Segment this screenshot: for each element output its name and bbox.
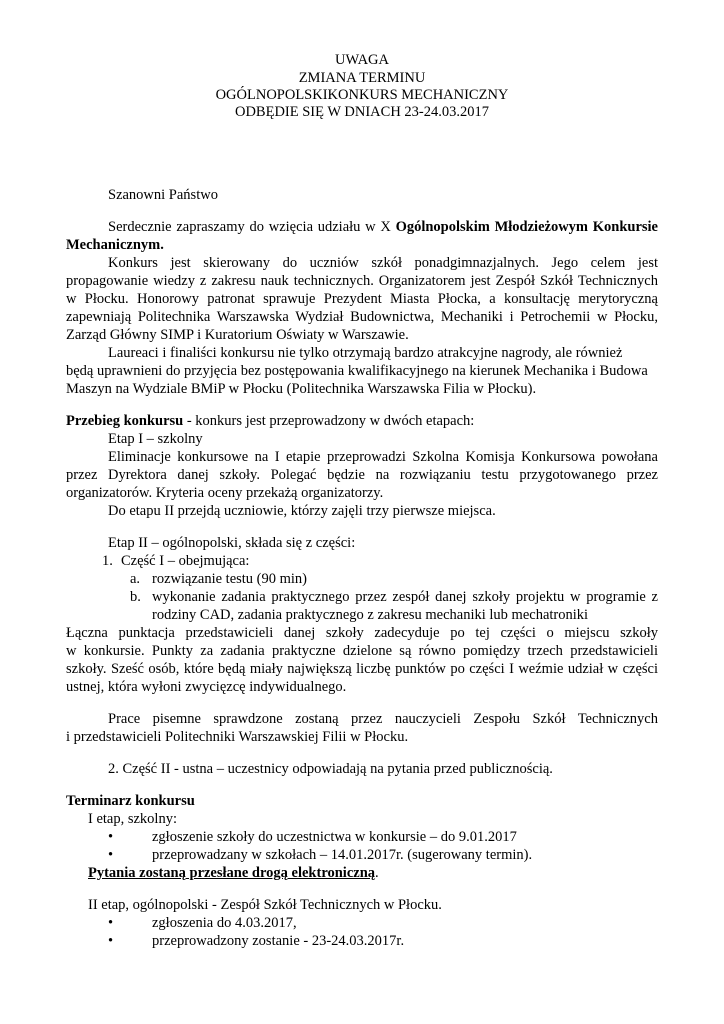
section-title-przebieg: Przebieg konkursu - konkurs jest przeprowadzony w dwóch etapach: — [66, 413, 475, 429]
header-notice: UWAGA — [335, 52, 389, 68]
paragraph-line: będą uprawnieni do przyjęcia bez postępowania kwalifikacyjnego na kierunek Mechanika i Budowa — [66, 363, 648, 379]
bullet: • — [108, 933, 114, 949]
paragraph-line: zapewniają Politechnika Warszawska Wydział Budownictwa, Mechaniki i Petrochemii w Płocku, — [66, 309, 658, 325]
list-item: rozwiązanie testu (90 min) — [152, 571, 308, 587]
section-title-terminarz: Terminarz konkursu — [66, 793, 195, 809]
paragraph-line: Eliminacje konkursowe na I etapie przeprowadzi Szkolna Komisja Konkursowa powołana — [108, 449, 658, 465]
part-2-label: 2. Część II - ustna – uczestnicy odpowiadają na pytania przed publicznością. — [108, 761, 553, 777]
paragraph-line: Maszyn na Wydziale BMiP w Płocku (Politechnika Warszawska Filia w Płocku). — [66, 381, 537, 397]
schedule-item: zgłoszenie szkoły do uczestnictwa w konkursie – do 9.01.2017 — [152, 829, 517, 845]
stage-2-heading: Etap II – ogólnopolski, składa się z części: — [108, 535, 356, 551]
paragraph-line: Laureaci i finaliści konkursu nie tylko otrzymają bardzo atrakcyjne nagrody, ale również — [108, 345, 623, 361]
paragraph-line: propagowanie wiedzy z zakresu nauk technicznych. Organizatorem jest Zespół Szkół Technicznych — [66, 273, 658, 289]
list-letter: b. — [130, 589, 141, 605]
electronic-notice: Pytania zostaną przesłane drogą elektroniczną. — [88, 865, 379, 881]
list-letter: a. — [130, 571, 141, 587]
stage-1-heading: Etap I – szkolny — [108, 431, 203, 447]
schedule-item: zgłoszenia do 4.03.2017, — [152, 915, 297, 931]
intro-line: Serdecznie zapraszamy do wzięcia udziału w X Ogólnopolskim Młodzieżowym Konkursie — [108, 219, 658, 235]
stage-1-schedule: I etap, szkolny: — [88, 811, 177, 827]
paragraph-line: Do etapu II przejdą uczniowie, którzy zajęli trzy pierwsze miejsca. — [108, 503, 496, 519]
contest-name-bold-end: Mechanicznym. — [66, 237, 164, 253]
paragraph-line: Zarząd Główny SIMP i Kuratorium Oświaty w Warszawie. — [66, 327, 409, 343]
salutation: Szanowni Państwo — [108, 187, 218, 203]
paragraph-line: Konkurs jest skierowany do uczniów szkół ponadgimnazjalnych. Jego celem jest — [108, 255, 658, 271]
stage-2-schedule: II etap, ogólnopolski - Zespół Szkół Technicznych w Płocku. — [88, 897, 442, 913]
paragraph-line: i przedstawicieli Politechniki Warszawskiej Filii w Płocku. — [66, 729, 409, 745]
paragraph-line: szkoły. Sześć osób, które będą miały największą liczbę punktów po części I weźmie udział w części — [66, 661, 658, 677]
list-item: wykonanie zadania praktycznego przez zespół danej szkoły projektu w programie z — [152, 589, 658, 605]
schedule-item: przeprowadzony zostanie - 23-24.03.2017r. — [152, 933, 405, 949]
bullet: • — [108, 847, 114, 863]
bullet: • — [108, 915, 114, 931]
header-change-date: ZMIANA TERMINU — [298, 70, 426, 86]
paragraph-line: organizatorów. Kryteria oceny przekażą organizatorzy. — [66, 485, 384, 501]
paragraph-line: ustnej, która wyłoni zwycięzcę indywidualnego. — [66, 679, 347, 695]
paragraph-line: przez Dyrektora danej szkoły. Polegać będzie na rozwiązaniu testu przygotowanego przez — [66, 467, 658, 483]
contest-name-bold: Ogólnopolskim Młodzieżowym Konkursie — [395, 219, 658, 235]
paragraph-line: w Płocku. Honorowy patronat sprawuje Prezydent Miasta Płocka, a konsultację merytoryczną — [66, 291, 658, 307]
header-dates: ODBĘDIE SIĘ W DNIACH 23-24.03.2017 — [234, 104, 489, 120]
list-number: 1. — [102, 553, 113, 569]
paragraph-line: w konkursie. Punkty za zadania praktyczne dzielone są równo pomiędzy trzech przedstawicieli — [66, 643, 658, 659]
paragraph-line: Prace pisemne sprawdzone zostaną przez nauczycieli Zespołu Szkół Technicznych — [108, 711, 658, 727]
header-contest-name: OGÓLNOPOLSKIKONKURS MECHANICZNY — [215, 87, 509, 103]
schedule-item: przeprowadzany w szkołach – 14.01.2017r. (sugerowany termin). — [152, 847, 533, 863]
part-1-label: Część I – obejmująca: — [121, 553, 250, 569]
paragraph-line: Łączna punktacja przedstawicieli danej szkoły zadecyduje po tej części o miejscu szkoły — [66, 625, 658, 641]
bullet: • — [108, 829, 114, 845]
list-item-cont: rodziny CAD, zadania praktycznego z zakresu mechaniki lub mechatroniki — [152, 607, 589, 623]
